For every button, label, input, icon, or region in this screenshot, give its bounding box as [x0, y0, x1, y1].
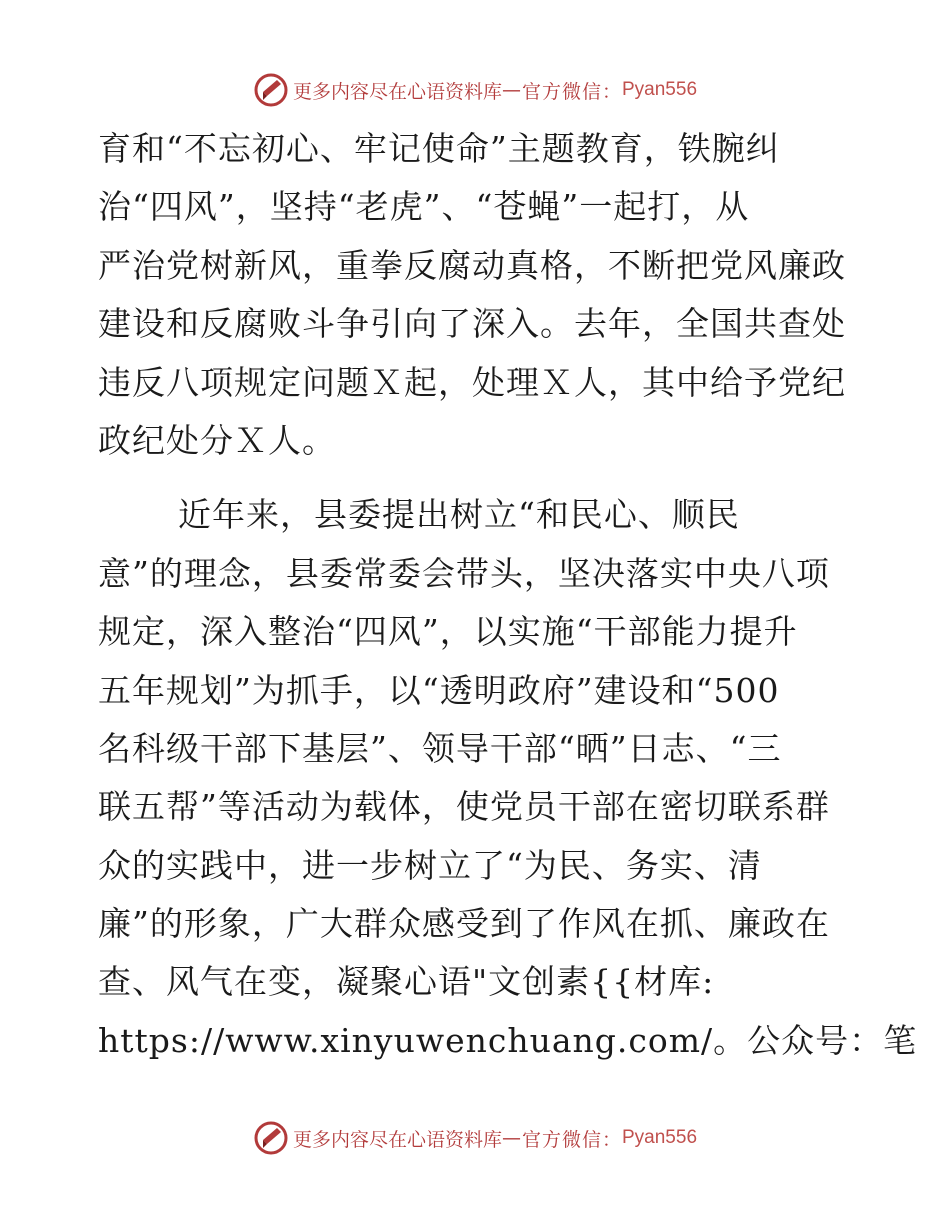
footer-banner [0, 1118, 950, 1158]
paragraph-line: 查、风气在变，凝聚心语"文创素{{材库: [98, 962, 715, 1002]
header-banner-wechat-id: Pyan556 [622, 79, 698, 100]
paragraph-line: 严治党树新风，重拳反腐动真格，不断把党风廉政 [98, 245, 846, 285]
paragraph-line: https://www.xinyuwenchuang.com/。公众号：笔 [98, 1020, 918, 1060]
header-banner-dash: — [501, 79, 522, 101]
footer-banner-text: 更多内容尽在心语资料库 [292, 1128, 502, 1151]
paragraph-line: 联五帮”等活动为载体，使党员干部在密切联系群 [98, 787, 830, 827]
paragraph-line: 政纪处分Ｘ人。 [98, 420, 336, 460]
header-banner [0, 70, 950, 110]
paragraph-line: 育和“不忘初心、牢记使命”主题教育，铁腕纠 [98, 129, 780, 168]
paragraph-line: 众的实践中，进一步树立了“为民、务实、清 [98, 845, 762, 885]
paragraph-line: 近年来，县委提出树立“和民心、顺民 [178, 495, 740, 535]
paragraph-line: 廉”的形象，广大群众感受到了作风在抓、廉政在 [98, 904, 830, 944]
footer-banner-wechat-label: 官方微信： [521, 1128, 622, 1151]
header-banner-wechat-label: 官方微信： [521, 80, 622, 103]
footer-banner-wechat-id: Pyan556 [622, 1127, 698, 1148]
paragraph-line: 名科级干部下基层”、领导干部“晒”日志、“三 [98, 728, 782, 768]
paragraph-line: 治“四风”，坚持“老虎”、“苍蝇”一起打，从 [98, 187, 750, 227]
paragraph-line: 违反八项规定问题Ｘ起，处理Ｘ人，其中给予党纪 [98, 362, 846, 402]
document-body [98, 120, 918, 1070]
paragraph-line: 意”的理念，县委常委会带头，坚决落实中央八项 [98, 553, 830, 593]
brand-logo-icon [253, 72, 289, 108]
paragraph-line: 建设和反腐败斗争引向了深入。去年，全国共查处 [98, 304, 846, 344]
paragraph-line: 五年规划”为抓手，以“透明政府”建设和“500 [98, 670, 780, 710]
footer-banner-dash: — [501, 1127, 522, 1149]
paragraph-line: 规定，深入整治“四风”，以实施“干部能力提升 [98, 612, 798, 652]
paragraph-2 [98, 486, 918, 1070]
header-banner-text: 更多内容尽在心语资料库 [292, 80, 502, 103]
brand-logo-icon [253, 1120, 289, 1156]
paragraph-1 [98, 120, 858, 470]
paragraph-gap [98, 470, 858, 486]
